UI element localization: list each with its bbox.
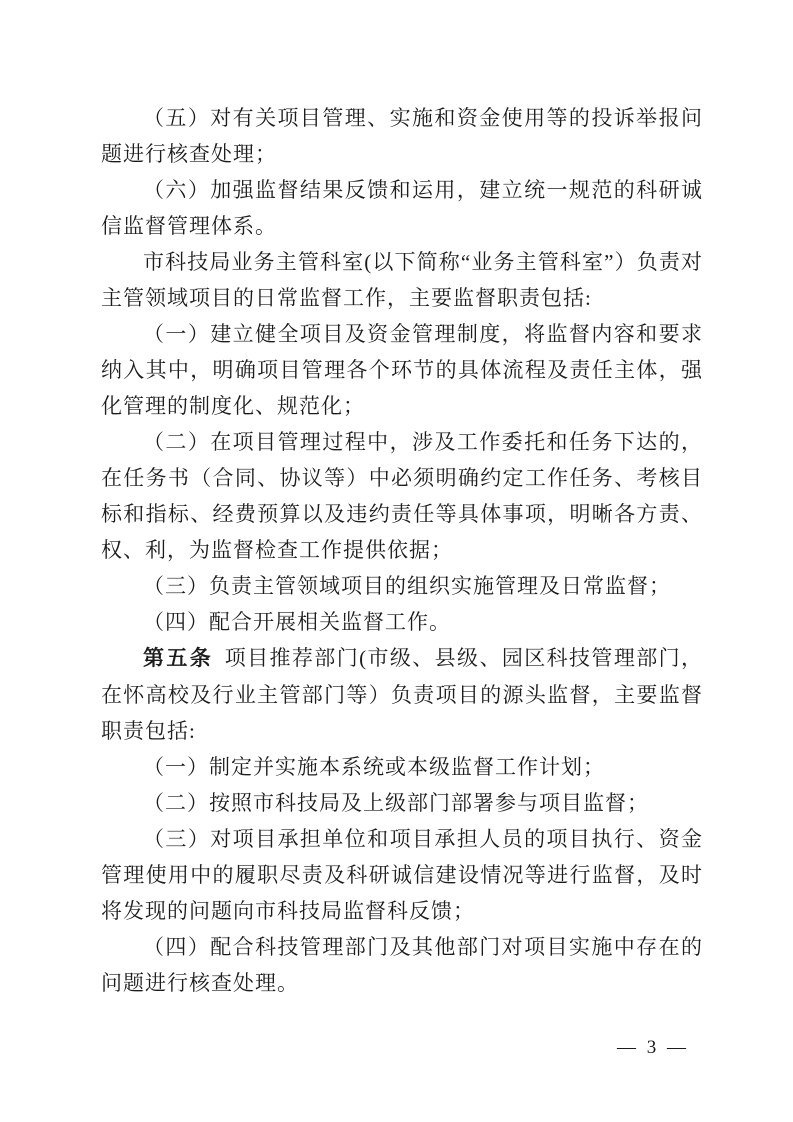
recommender-duty-item-2: （二）按照市科技局及上级部门部署参与项目监督； [143,791,649,815]
office-duty-item-1: （一）建立健全项目及资金管理制度，将监督内容和要求纳入其中，明确项目管理各个环节的具体流程及责任主体，强化管理的制度化、规范化； [101,322,703,418]
list-item-6: （六）加强监督结果反馈和运用，建立统一规范的科研诚信监督管理体系。 [101,178,703,238]
article-5-number: 第五条 [143,647,214,670]
article-5 [101,640,703,749]
page-number: — 3 — [617,1037,689,1058]
office-duty-item-4: （四）配合开展相关监督工作。 [143,610,451,634]
document-body [101,100,703,1001]
article-5-text: 项目推荐部门(市级、县级、园区科技管理部门，在怀高校及行业主管部门等）负责项目的源头监督，主要监督职责包括: [101,646,703,743]
office-duty-item-2: （二）在项目管理过程中，涉及工作委托和任务下达的，在任务书（合同、协议等）中必须明确约定工作任务、考核目标和指标、经费预算以及违约责任等具体事项，明晰各方责、权、利，为监督检查工作提供依据； [101,430,703,562]
office-duty-item-3: （三）负责主管领域项目的组织实施管理及日常监督； [143,574,671,598]
recommender-duty-item-1: （一）制定并实施本系统或本级监督工作计划； [143,755,605,779]
para-office-duties-intro: 市科技局业务主管科室(以下简称“业务主管科室”）负责对主管领域项目的日常监督工作，主要监督职责包括: [101,250,703,310]
recommender-duty-item-3: （三）对项目承担单位和项目承担人员的项目执行、资金管理使用中的履职尽责及科研诚信建设情况等进行监督，及时将发现的问题向市科技局监督科反馈； [101,827,703,923]
recommender-duty-item-4: （四）配合科技管理部门及其他部门对项目实施中存在的问题进行核查处理。 [101,935,703,995]
list-item-5: （五）对有关项目管理、实施和资金使用等的投诉举报问题进行核查处理； [101,106,703,166]
